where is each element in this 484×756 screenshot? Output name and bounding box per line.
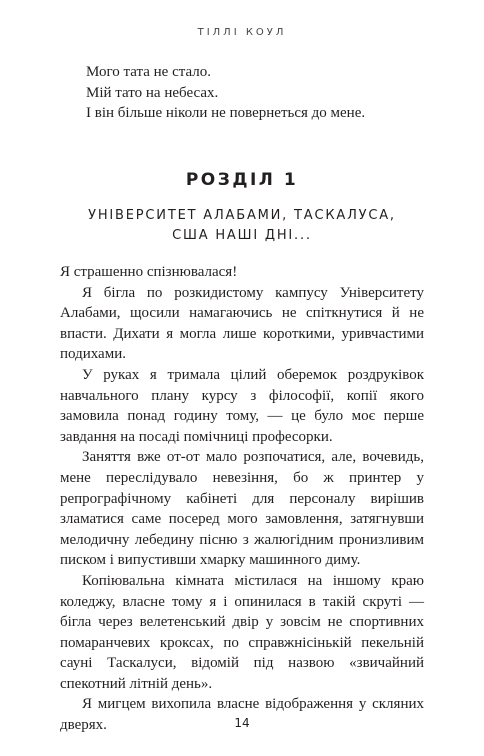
verse-line: І він більше ніколи не повернеться до мене. xyxy=(86,105,366,122)
chapter-body xyxy=(60,262,424,736)
page-number: 14 xyxy=(234,716,250,730)
verse-line: Мій тато на небесах. xyxy=(86,84,219,101)
paragraph: Заняття вже от-от мало розпочатися, але, вочевидь, мене переслідувало невезіння, бо ж принтер у репрографічному кабінеті для персоналу вирішив зламатися саме посеред мого замовлення, затягнувши мелодичну лебедину пісню з жалюгідним пронизливим писком і випустивши хмарку машинного диму. xyxy=(60,449,424,569)
chapter-title: РОЗДІЛ 1 xyxy=(185,170,299,190)
running-head: ТІЛЛІ КОУЛ xyxy=(197,27,287,38)
paragraph: Копіювальна кімната містилася на іншому краю коледжу, власне тому я і опинилася в такій скруті — бігла через велетенський двір у зовсім не спортивних помаранчевих кроксах, по справжнісінькій пекельній сауні Таскалуси, відомій під назвою «звичайний спекотний літній день». xyxy=(60,572,424,692)
verse-line: Мого тата не стало. xyxy=(86,64,212,80)
paragraph: Я мигцем вихопила власне відображення у скляних дверях. xyxy=(60,696,424,734)
paragraph: Я страшенно спізнювалася! xyxy=(60,264,238,280)
epigraph-verse xyxy=(86,62,424,124)
paragraph: У руках я тримала цілий оберемок роздруківок навчального плану курсу з філософії, копії якого замовила понад годину тому, — це було моє перше завдання на посаді помічниці професорки. xyxy=(60,366,424,445)
paragraph: Я бігла по розкидистому кампусу Університету Алабами, щосили намагаючись не спіткнутися й не впасти. Дихати я могла лише короткими, уривчастими подихами. xyxy=(60,284,424,363)
chapter-subtitle: УНІВЕРСИТЕТ АЛАБАМИ, ТАСКАЛУСА, США НАШІ ДНІ... xyxy=(88,208,396,243)
